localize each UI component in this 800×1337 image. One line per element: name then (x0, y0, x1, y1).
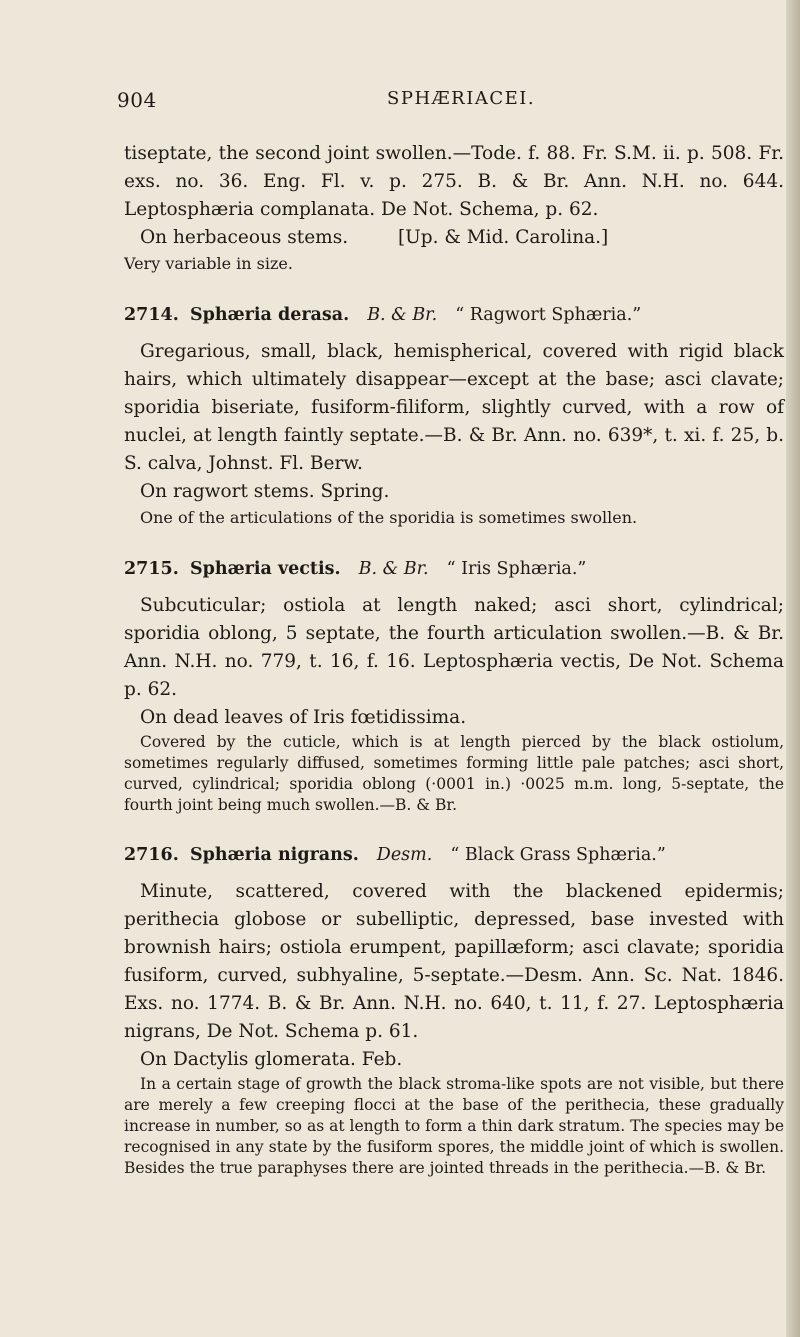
entry-heading (124, 302, 784, 328)
common-name: “ Black Grass Sphæria.” (450, 845, 666, 865)
page-number: 904 (117, 88, 157, 112)
page-body (124, 140, 784, 1179)
species-habitat: On ragwort stems. Spring. (140, 481, 390, 502)
entry-number: 2715. (124, 559, 179, 579)
page-edge (786, 0, 800, 1337)
species-name: Sphæria nigrans. (190, 845, 359, 865)
species-note: Covered by the cuticle, which is at length pierced by the black ostiolum, sometimes regularly diffused, sometimes forming little pale patches; asci short, curved, cylindrical; sporidia oblong (·0001 in.) ·0025 m.m. long, 5-septate, the fourth joint being much swollen.—B. & Br. (124, 733, 784, 814)
entry-number: 2716. (124, 845, 179, 865)
species-name: Sphæria derasa. (190, 305, 350, 325)
common-name: “ Ragwort Sphæria.” (455, 305, 642, 325)
species-habitat: On Dactylis glomerata. Feb. (140, 1049, 403, 1070)
species-authority: Desm. (376, 845, 433, 865)
intro-text: tiseptate, the second joint swollen.—Tode. f. 88. Fr. S.M. ii. p. 508. Fr. exs. no. 36. Eng. Fl. v. p. 275. B. & Br. Ann. N.H. no. 644. Leptosphæria complanata. De Not. Schema, p. 62. (124, 143, 784, 220)
entry-heading (124, 556, 784, 582)
intro-note: Very variable in size. (124, 254, 293, 273)
entry-heading (124, 842, 784, 868)
species-note: One of the articulations of the sporidia is sometimes swollen. (140, 508, 638, 527)
common-name: “ Iris Sphæria.” (446, 559, 587, 579)
entry-number: 2714. (124, 305, 179, 325)
species-authority: B. & Br. (367, 305, 438, 325)
running-title: SPHÆRIACEI. (387, 88, 536, 109)
species-authority: B. & Br. (358, 559, 429, 579)
species-description: Gregarious, small, black, hemispherical, covered with rigid black hairs, which ultimately disappear—except at the base; asci clavate; sporidia biseriate, fusiform-filiform, slightly curved, with a row of nuclei, at length faintly septate.—B. & Br. Ann. no. 639*, t. xi. f. 25, b. S. calva, Johnst. Fl. Berw. (124, 341, 784, 474)
intro-habitat: On herbaceous stems. (140, 227, 349, 248)
intro-habitat-line (124, 224, 784, 252)
species-name: Sphæria vectis. (190, 559, 341, 579)
species-description: Subcuticular; ostiola at length naked; asci short, cylindrical; sporidia oblong, 5 septate, the fourth articulation swollen.—B. & Br. Ann. N.H. no. 779, t. 16, f. 16. Leptosphæria vectis, De Not. Schema p. 62. (124, 595, 784, 700)
species-description: Minute, scattered, covered with the blackened epidermis; perithecia globose or subelliptic, depressed, base invested with brownish hairs; ostiola erumpent, papillæform; asci clavate; sporidia fusiform, curved, subhyaline, 5-septate.—Desm. Ann. Sc. Nat. 1846. Exs. no. 1774. B. & Br. Ann. N.H. no. 640, t. 11, f. 27. Leptosphæria nigrans, De Not. Schema p. 61. (124, 881, 784, 1042)
species-habitat: On dead leaves of Iris fœtidissima. (140, 707, 467, 728)
intro-locality: [Up. & Mid. Carolina.] (397, 227, 609, 248)
species-note: In a certain stage of growth the black stroma-like spots are not visible, but there are merely a few creeping flocci at the base of the perithecia, these gradually increase in number, so as at length to form a thin dark stratum. The species may be recognised in any state by the fusiform spores, the middle joint of which is swollen. Besides the true paraphyses there are jointed threads in the perithecia.—B. & Br. (124, 1075, 784, 1177)
